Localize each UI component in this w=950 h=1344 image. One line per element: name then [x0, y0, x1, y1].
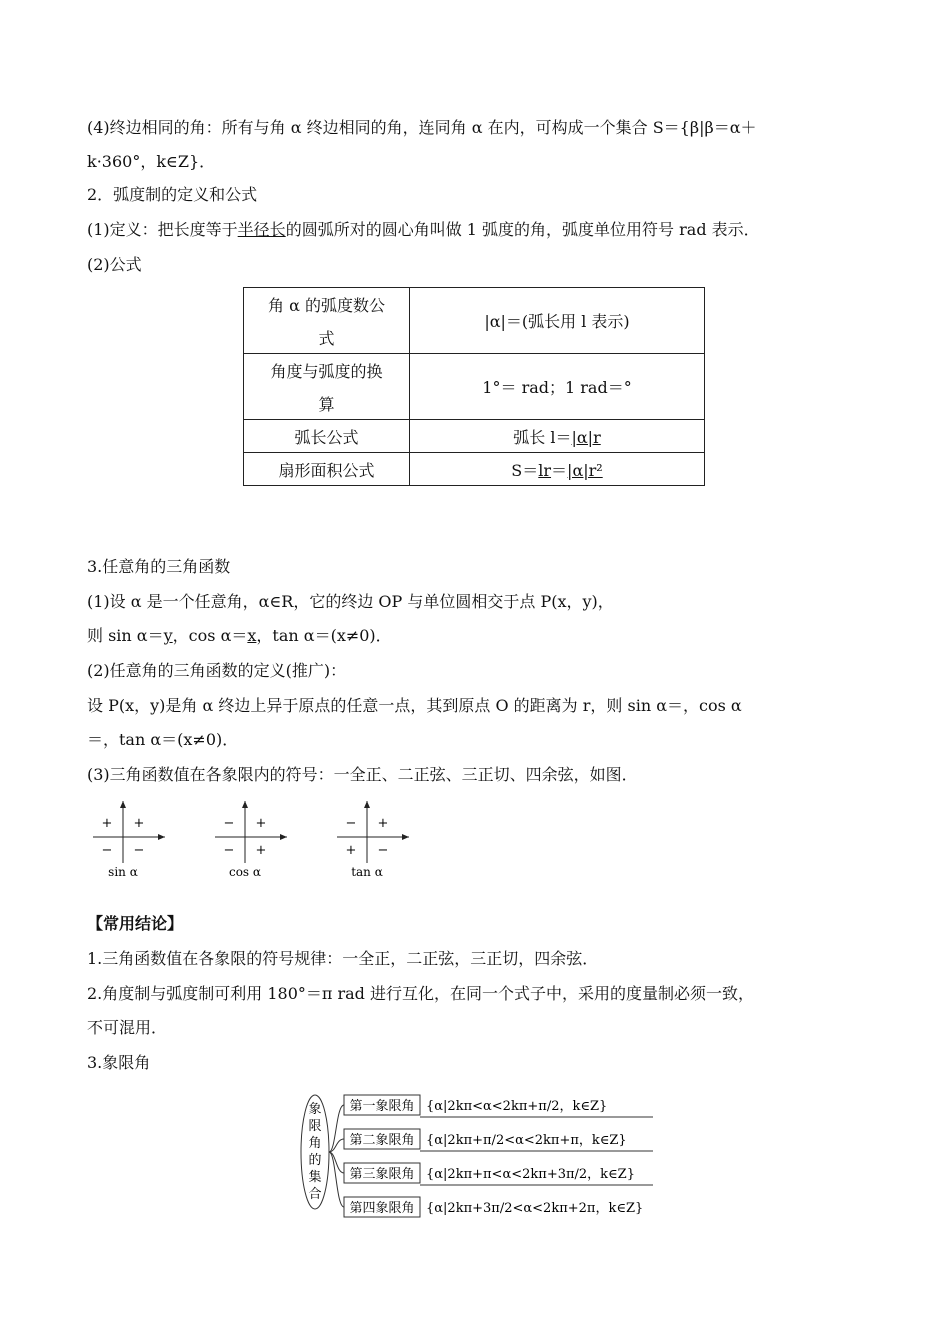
- quadrant-name: 第三象限角: [349, 1167, 415, 1182]
- quadrant-set: {α|2kπ+3π/2<α<2kπ+2π，k∈Z}: [426, 1201, 644, 1216]
- root-char: 角: [308, 1136, 322, 1151]
- chart-label: sin α: [108, 865, 138, 879]
- sign-q4: +: [255, 843, 267, 858]
- table-row: [244, 420, 705, 453]
- text-line-conclusion-1: 1.三角函数值在各象限的符号规律：一全正，二正弦，三正切，四余弦．: [87, 949, 599, 968]
- root-char: 象: [308, 1102, 322, 1117]
- table-row: [244, 453, 705, 486]
- table-cell: 弧长 l＝|α|r: [410, 420, 705, 453]
- text-line-formula: (2)公式: [87, 255, 142, 274]
- sign-q3: +: [345, 843, 357, 858]
- quadrant-branch: [329, 1152, 653, 1185]
- quadrant-name: 第二象限角: [349, 1133, 415, 1148]
- quadrant-name: 第一象限角: [349, 1099, 415, 1114]
- sign-q3: −: [223, 843, 235, 858]
- table-row: [244, 354, 705, 420]
- quadrant-angle-diagram: [298, 1088, 668, 1218]
- sign-charts: [85, 795, 425, 885]
- sign-q2: +: [101, 816, 113, 831]
- sign-q2: −: [223, 816, 235, 831]
- text-line-trig-2: 则 sin α＝y，cos α＝x，tan α＝(x≠0)．: [87, 626, 392, 645]
- text-line-definition: (1)定义：把长度等于半径长的圆弧所对的圆心角叫做 1 弧度的角，弧度单位用符号 rad 表示．: [87, 220, 760, 239]
- section-heading-conclusions: 【常用结论】: [87, 914, 184, 933]
- sign-q1: +: [133, 816, 145, 831]
- text-line-conclusion-3: 不可混用．: [87, 1018, 168, 1037]
- root-char: 集: [308, 1170, 322, 1185]
- table-cell: S＝lr＝|α|r²: [410, 453, 705, 486]
- section-heading-trig: 3.任意角的三角函数: [87, 557, 231, 576]
- root-char: 限: [308, 1119, 322, 1134]
- sign-q4: −: [377, 843, 389, 858]
- connector: [329, 1152, 344, 1207]
- text-line-trig-3: (2)任意角的三角函数的定义(推广)：: [87, 661, 347, 680]
- table-cell: 角 α 的弧度数公 式: [244, 288, 410, 354]
- text-line-trig-6: (3)三角函数值在各象限内的符号：一全正、二正弦、三正切、四余弦，如图．: [87, 765, 638, 784]
- sign-q4: −: [133, 843, 145, 858]
- table-cell: 扇形面积公式: [244, 453, 410, 486]
- text-line-2: k·360°，k∈Z}．: [87, 152, 216, 171]
- root-char: 的: [308, 1153, 322, 1168]
- table-cell: 1°＝ rad；1 rad＝°: [410, 354, 705, 420]
- text-line-trig-4: 设 P(x，y)是角 α 终边上异于原点的任意一点，其到原点 O 的距离为 r，则 sin α＝，cos α: [87, 696, 742, 715]
- chart-label: cos α: [228, 865, 262, 879]
- table-cell: |α|＝(弧长用 l 表示): [410, 288, 705, 354]
- text-line-conclusion-2: 2.角度制与弧度制可利用 180°＝π rad 进行互化，在同一个式子中，采用的度量制必须一致，: [87, 984, 755, 1003]
- sign-q2: −: [345, 816, 357, 831]
- text-line-trig-1: (1)设 α 是一个任意角，α∈R，它的终边 OP 与单位圆相交于点 P(x，y)，: [87, 592, 614, 611]
- root-char: 合: [308, 1187, 322, 1202]
- sign-q3: −: [101, 843, 113, 858]
- section-heading-radian: 2．弧度制的定义和公式: [87, 185, 258, 204]
- text-line-conclusion-4: 3.象限角: [87, 1053, 151, 1072]
- text-line-trig-5: ＝，tan α＝(x≠0)．: [87, 730, 239, 749]
- quadrant-set: {α|2kπ+π<α<2kπ+3π/2，k∈Z}: [426, 1167, 635, 1182]
- radian-formula-table: [243, 287, 705, 486]
- quadrant-name: 第四象限角: [349, 1201, 415, 1216]
- sign-q1: +: [377, 816, 389, 831]
- quadrant-set: {α|2kπ+π/2<α<2kπ+π，k∈Z}: [426, 1133, 627, 1148]
- root-label: [308, 1102, 321, 1202]
- table-row: [244, 288, 705, 354]
- sign-chart: [215, 801, 287, 879]
- table-cell: 角度与弧度的换 算: [244, 354, 410, 420]
- quadrant-set: {α|2kπ<α<2kπ+π/2，k∈Z}: [426, 1099, 608, 1114]
- quadrant-branch: [329, 1129, 653, 1152]
- chart-label: tan α: [351, 865, 383, 879]
- sign-q1: +: [255, 816, 267, 831]
- text-line-1: (4)终边相同的角：所有与角 α 终边相同的角，连同角 α 在内，可构成一个集合 S＝{β|β＝α＋: [87, 118, 757, 137]
- table-cell: 弧长公式: [244, 420, 410, 453]
- sign-chart: [93, 801, 165, 879]
- sign-chart: [337, 801, 409, 879]
